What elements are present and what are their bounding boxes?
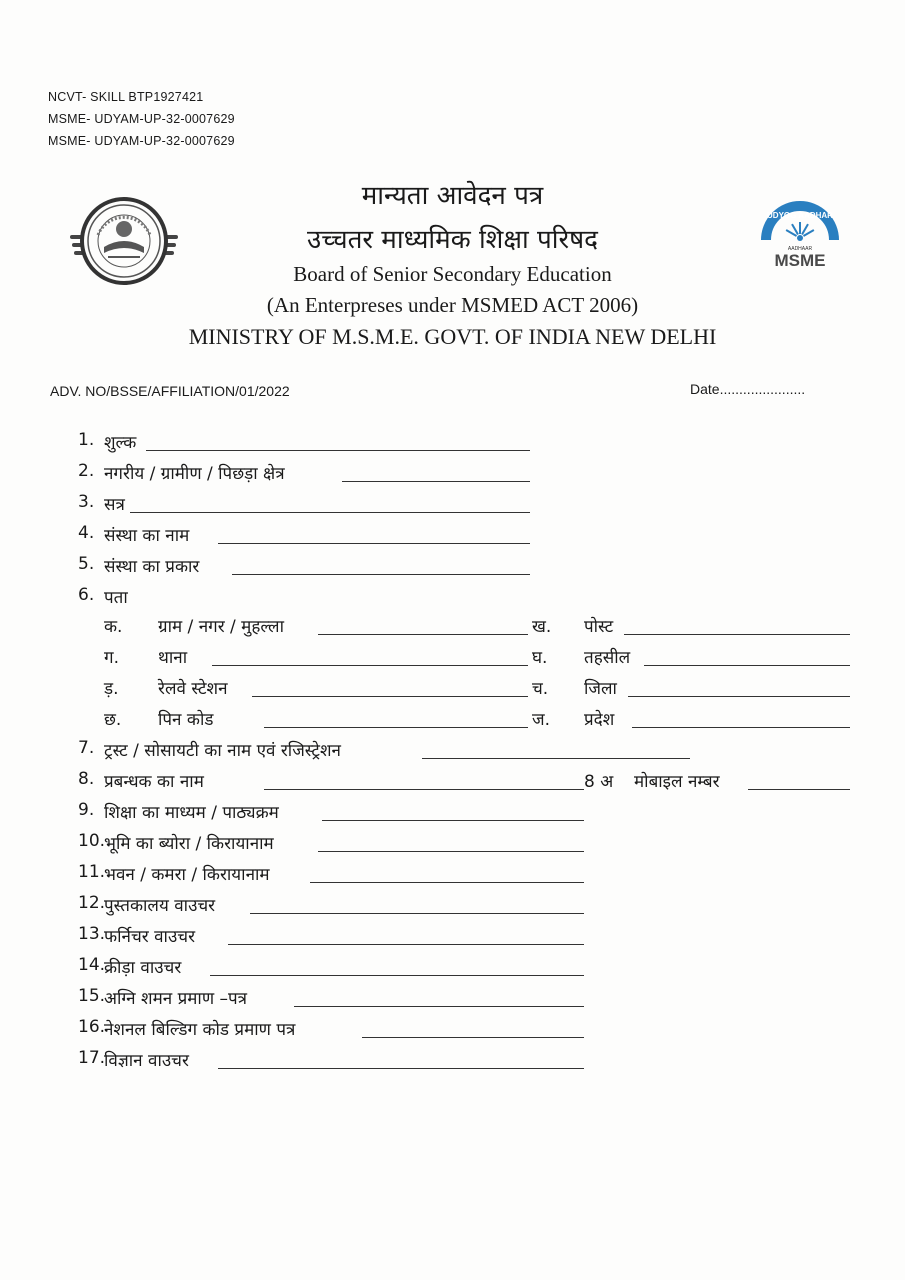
fill-line[interactable] [146, 450, 530, 451]
item-number: 14. [78, 955, 106, 975]
fill-line[interactable] [748, 789, 850, 790]
fill-line[interactable] [294, 1006, 584, 1007]
item-label: फर्निचर वाउचर [104, 927, 196, 947]
item-label: भवन / कमरा / किरायानाम [104, 865, 270, 885]
address-key: ग. [104, 648, 119, 668]
item-number: 1. [78, 430, 95, 450]
item-number: 11. [78, 862, 106, 882]
item-label: नेशनल बिल्डिग कोड प्रमाण पत्र [104, 1020, 296, 1040]
title-hindi-1: मान्यता आवेदन पत्र [361, 181, 544, 211]
fill-line[interactable] [342, 481, 530, 482]
mobile-number-label: मोबाइल नम्बर [634, 772, 720, 792]
registration-ncvt: NCVT- SKILL BTP1927421 [48, 90, 204, 104]
form-row-8 [78, 769, 878, 795]
item-number: 7. [78, 738, 95, 758]
item-label: ट्रस्ट / सोसायटी का नाम एवं रजिस्ट्रेशन [104, 741, 341, 761]
form-row-2 [78, 461, 858, 487]
registration-block [48, 86, 235, 152]
fill-line[interactable] [218, 543, 530, 544]
address-label: थाना [158, 648, 188, 668]
item-label: सत्र [104, 495, 125, 515]
address-key: क. [104, 617, 123, 637]
form-row-17 [78, 1048, 878, 1074]
address-key: ज. [532, 710, 551, 730]
item-label: नगरीय / ग्रामीण / पिछड़ा क्षेत्र [104, 464, 285, 484]
item-number: 10. [78, 831, 106, 851]
address-block [0, 614, 905, 734]
address-label: ग्राम / नगर / मुहल्ला [158, 617, 284, 637]
item-label: क्रीड़ा वाउचर [104, 958, 182, 978]
form-items-bottom [78, 738, 878, 1078]
form-row-1 [78, 430, 858, 456]
address-row-d [0, 707, 905, 733]
form-row-11 [78, 862, 878, 888]
address-key: ख. [532, 617, 552, 637]
address-row-a [0, 614, 905, 640]
address-row-b [0, 645, 905, 671]
fill-line[interactable] [628, 696, 850, 697]
item-number: 6. [78, 585, 95, 605]
advertisement-number: ADV. NO/BSSE/AFFILIATION/01/2022 [50, 383, 290, 399]
form-row-16 [78, 1017, 878, 1043]
item-number: 15. [78, 986, 106, 1006]
fill-line[interactable] [210, 975, 584, 976]
address-label: रेलवे स्टेशन [158, 679, 228, 699]
item-number: 9. [78, 800, 95, 820]
fill-line[interactable] [250, 913, 584, 914]
fill-line[interactable] [632, 727, 850, 728]
item-label: अग्नि शमन प्रमाण –पत्र [104, 989, 248, 1009]
address-key: ड़. [104, 679, 119, 699]
item-number: 12. [78, 893, 106, 913]
form-row-13 [78, 924, 878, 950]
title-english-3: MINISTRY OF M.S.M.E. GOVT. OF INDIA NEW DELHI [188, 324, 717, 349]
msme-logo-small-text: AADHAAR [787, 246, 813, 252]
item-number: 16. [78, 1017, 106, 1037]
fill-line[interactable] [310, 882, 584, 883]
item-number: 2. [78, 461, 95, 481]
fill-line[interactable] [644, 665, 850, 666]
address-key: घ. [532, 648, 548, 668]
form-row-9 [78, 800, 878, 826]
msme-logo-brand: MSME [774, 251, 826, 270]
item-number: 5. [78, 554, 95, 574]
form-row-12 [78, 893, 878, 919]
address-label: पोस्ट [584, 617, 614, 637]
address-row-c [0, 676, 905, 702]
item-number: 4. [78, 523, 95, 543]
address-label: तहसील [584, 648, 631, 668]
form-row-3 [78, 492, 858, 518]
fill-line[interactable] [252, 696, 528, 697]
item-label: पुस्तकालय वाउचर [104, 896, 216, 916]
fill-line[interactable] [264, 789, 584, 790]
form-row-7 [78, 738, 878, 764]
item-label: भूमि का ब्योरा / किरायानाम [104, 834, 274, 854]
item-number: 13. [78, 924, 106, 944]
msme-logo-arc-text: UDYOG AADHAR [767, 211, 833, 220]
form-row-4 [78, 523, 858, 549]
fill-line[interactable] [318, 634, 528, 635]
item-number: 3. [78, 492, 95, 512]
item-label: शिक्षा का माध्यम / पाठ्यक्रम [104, 803, 279, 823]
fill-line[interactable] [228, 944, 584, 945]
title-hindi-2: उच्चतर माध्यमिक शिक्षा परिषद [307, 225, 598, 255]
form-row-15 [78, 986, 878, 1012]
item-number: 17. [78, 1048, 106, 1068]
fill-line[interactable] [318, 851, 584, 852]
fill-line[interactable] [212, 665, 528, 666]
date-label: Date...................... [690, 381, 806, 397]
address-label: पिन कोड [158, 710, 214, 730]
fill-line[interactable] [130, 512, 530, 513]
item-label: प्रबन्धक का नाम [104, 772, 204, 792]
form-row-5 [78, 554, 858, 580]
address-label: जिला [584, 679, 617, 699]
fill-line[interactable] [362, 1037, 584, 1038]
fill-line[interactable] [422, 758, 690, 759]
title-english-2: (An Enterpreses under MSMED ACT 2006) [266, 293, 639, 317]
item-number: 8. [78, 769, 95, 789]
address-key: छ. [104, 710, 122, 730]
registration-msme-1: MSME- UDYAM-UP-32-0007629 [48, 112, 235, 126]
title-english-1: Board of Senior Secondary Education [293, 262, 612, 286]
form-row-6 [78, 585, 858, 611]
address-key: च. [532, 679, 549, 699]
form-row-10 [78, 831, 878, 857]
registration-msme-2: MSME- UDYAM-UP-32-0007629 [48, 134, 235, 148]
item-label: संस्था का नाम [104, 526, 190, 546]
address-label: प्रदेश [584, 710, 615, 730]
item-number-8a: 8 अ [584, 772, 614, 792]
fill-line[interactable] [232, 574, 530, 575]
fill-line[interactable] [264, 727, 528, 728]
item-label: शुल्क [104, 433, 137, 453]
item-label: पता [104, 588, 128, 608]
fill-line[interactable] [322, 820, 584, 821]
item-label: संस्था का प्रकार [104, 557, 200, 577]
item-label: विज्ञान वाउचर [104, 1051, 189, 1071]
form-row-14 [78, 955, 878, 981]
fill-line[interactable] [624, 634, 850, 635]
fill-line[interactable] [218, 1068, 584, 1069]
